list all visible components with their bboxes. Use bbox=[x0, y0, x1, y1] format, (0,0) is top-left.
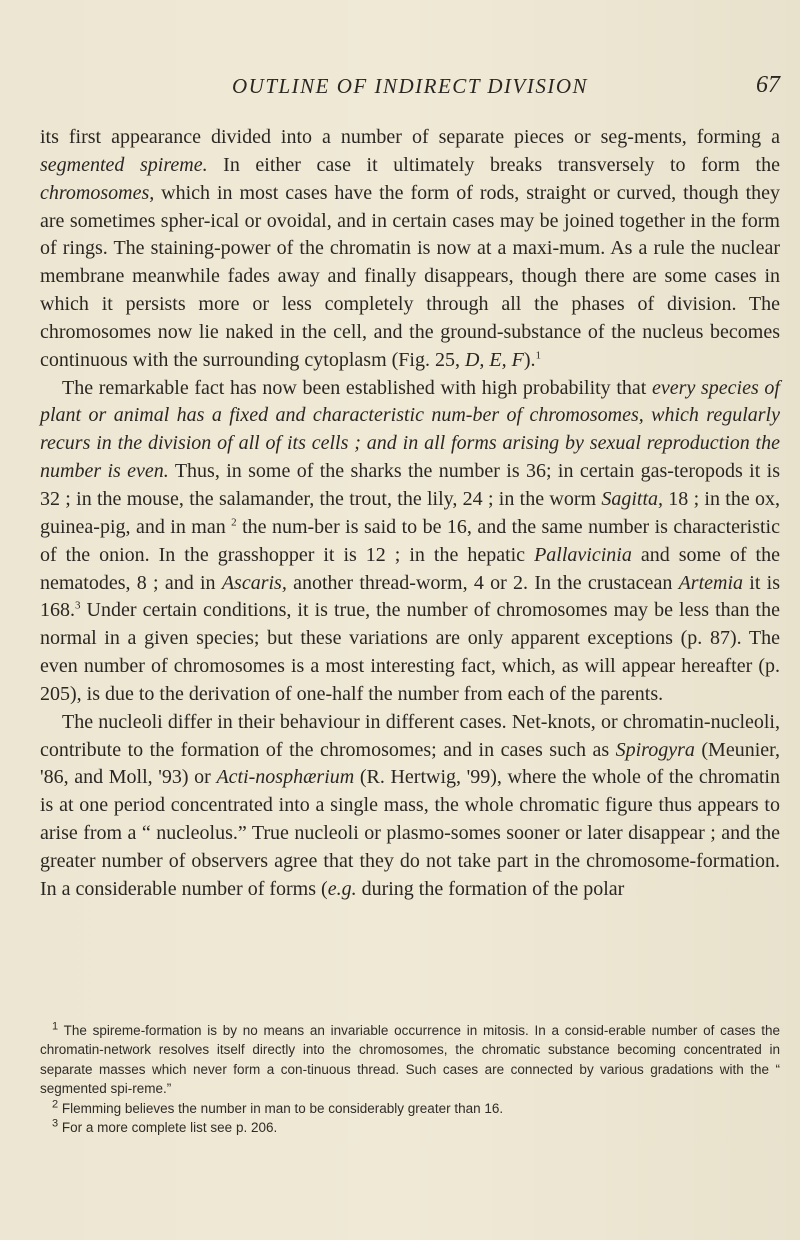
footnote bbox=[40, 1099, 780, 1118]
text-run: (R. Hertwig, '99), where the whole of the chromatin is at one period concentrated into a single mass, the whole chromatic figure thus appears to arise from a “ nucleolus.” True nucleoli or plasmo-somes sooner or later disappear ; and the greater number of observers agree that they do not take part in the chromosome-formation. In a considerable number of forms ( bbox=[40, 766, 780, 900]
italic-text: Pallavicinia bbox=[534, 543, 632, 566]
italic-text: e.g. bbox=[327, 877, 357, 900]
footnote-ref: 1 bbox=[535, 349, 542, 362]
running-head: OUTLINE OF INDIRECT DIVISION bbox=[231, 74, 589, 98]
italic-text: every species of plant or animal has a fixed and characteristic num-ber of chromosomes, which regularly recurs in the division of all of its cells ; and in all forms arising by sexual reproduction the number is even. bbox=[40, 376, 780, 483]
paragraph bbox=[40, 124, 780, 375]
text-run: Under certain conditions, it is true, the number of chromosomes may be less than the normal in a given species; but these variations are only apparent exceptions (p. 87). The even number of chromosomes is a most interesting fact, which, as will appear hereafter (p. 205), is due to the derivation of one-half the number from each of the parents. bbox=[40, 599, 780, 705]
italic-text: D, E, F bbox=[464, 348, 524, 371]
text-run: during the formation of the polar bbox=[356, 877, 625, 900]
footnotes bbox=[40, 1021, 780, 1137]
italic-text: segmented spireme. bbox=[40, 153, 208, 176]
footnote-text: Flemming believes the number in man to be considerably greater than 16. bbox=[58, 1100, 504, 1116]
page-number: 67 bbox=[756, 72, 780, 98]
text-run: Thus, in some of the sharks the number is 36; in certain gas-teropods it is 32 ; in the mouse, the salamander, the trout, the lily, 24 ; in the worm bbox=[40, 460, 780, 510]
footnote-ref: 2 bbox=[231, 516, 237, 529]
text-run: ). bbox=[523, 348, 536, 371]
text-run: The remarkable fact has now been established with high probability that bbox=[62, 376, 653, 399]
italic-text: Sagitta, bbox=[601, 487, 663, 510]
italic-text: Acti-nosphærium bbox=[216, 766, 355, 789]
italic-text: Spirogyra bbox=[615, 738, 695, 761]
text-run: In either case it ultimately breaks transversely to form the bbox=[207, 153, 780, 176]
text-run: and some of the nematodes, 8 ; and in bbox=[40, 543, 780, 594]
text-run: 18 ; in the ox, guinea-pig, and in man bbox=[40, 487, 780, 538]
text-run: another thread-worm, 4 or 2. In the crustacean bbox=[286, 571, 679, 594]
text-run: the num-ber is said to be 16, and the same number is characteristic of the onion. In the grasshopper it is 12 ; in the hepatic bbox=[40, 515, 780, 566]
text-run: which in most cases have the form of rods, straight or curved, though they are sometimes spher-ical or ovoidal, and in certain cases may be joined together in the form of rings. The staining-power of the chromatin is now at a maxi-mum. As a rule the nuclear membrane meanwhile fades away and finally disappears, though there are some cases in which it persists more or less completely through all the phases of division. The chromosomes now lie naked in the cell, and the ground-substance of the nucleus becomes continuous with the surrounding cytoplasm (Fig. 25, bbox=[40, 181, 780, 371]
text-run: (Meunier, '86, and Moll, '93) or bbox=[40, 738, 780, 789]
footnote bbox=[40, 1021, 780, 1099]
paragraph bbox=[40, 709, 780, 904]
italic-text: Artemia bbox=[678, 571, 744, 594]
page-header bbox=[40, 74, 780, 106]
footnote bbox=[40, 1118, 780, 1137]
text-run: it is 168. bbox=[40, 571, 780, 622]
footnote-mark: 1 bbox=[52, 1020, 59, 1033]
footnote-mark: 3 bbox=[52, 1117, 59, 1130]
footnote-text: For a more complete list see p. 206. bbox=[58, 1120, 278, 1136]
body-text bbox=[40, 124, 780, 904]
italic-text: chromosomes, bbox=[40, 181, 155, 204]
footnote-ref: 3 bbox=[75, 599, 81, 612]
italic-text: Ascaris, bbox=[221, 571, 287, 594]
footnote-text: The spireme-formation is by no means an invariable occurrence in mitosis. In a consid-erable number of cases the chromatin-network resolves itself directly into the chromosomes, the chromatic substance becoming concentrated in separate masses which never form a con-tinuous thread. Such cases are connected by various gradations with the “ segmented spi-reme.” bbox=[40, 1023, 780, 1097]
paragraph bbox=[40, 375, 780, 709]
text-run: its first appearance divided into a number of separate pieces or seg-ments, forming a bbox=[40, 126, 780, 148]
text-run: The nucleoli differ in their behaviour in different cases. Net-knots, or chromatin-nucleoli, contribute to the formation of the chromosomes; and in cases such as bbox=[40, 710, 780, 761]
footnote-mark: 2 bbox=[52, 1098, 59, 1111]
